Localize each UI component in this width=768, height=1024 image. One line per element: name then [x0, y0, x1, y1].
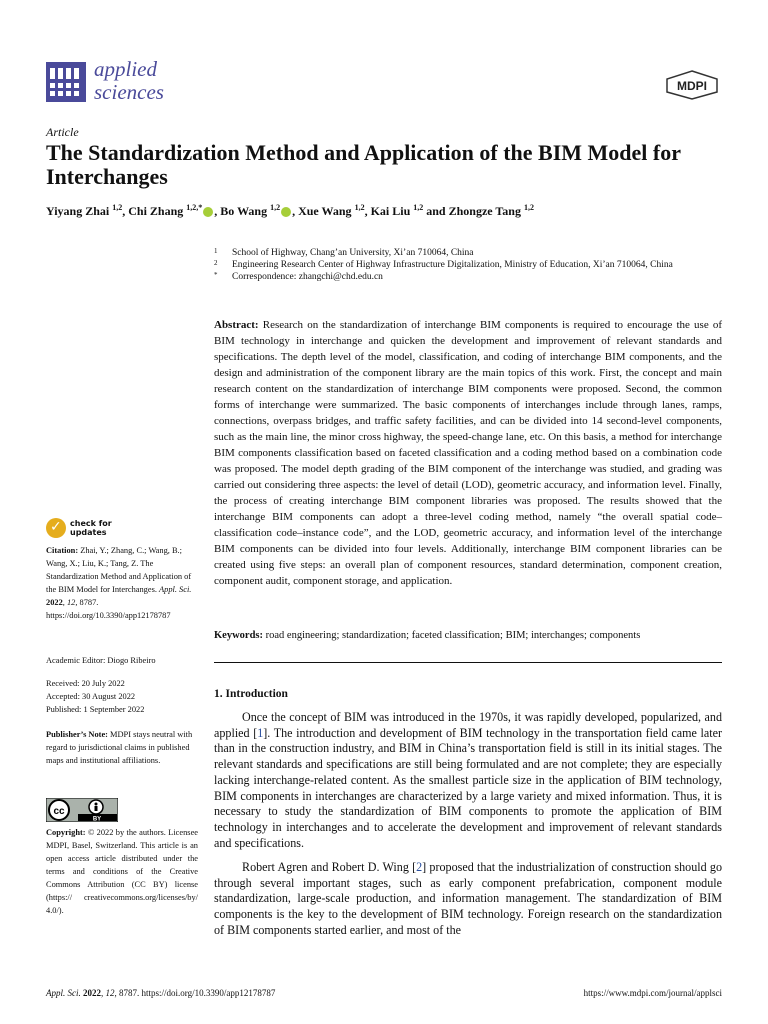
check-updates-label: check for updates [70, 519, 112, 537]
cc-by-license-icon[interactable] [46, 798, 118, 822]
author-list: Yiyang Zhai $^{1,2}$, Chi Zhang $^{1,2,*}$ , Bo Wang $^{1,2}$ , Xue Wang $^{1,2}$, Kai Liu $^{1,2}$ and Zhongze Tang $^{1,2}$ [46, 203, 534, 218]
citation-text: Zhai, Y.; Zhang, C.; Wang, B.; Wang, X.; Liu, K.; Tang, Z. The Standardization Method and Application of the BIM Model for Interchanges. [46, 546, 192, 594]
author-name[interactable]: Yiyang Zhai [46, 204, 110, 218]
publisher-note-label: Publisher’s Note: [46, 730, 108, 739]
citation-year: 2022 [46, 598, 63, 607]
author-affiliation-mark: 1,2 [523, 203, 534, 212]
keywords-text: road engineering; standardization; faceted classification; BIM; interchanges; components [265, 630, 641, 641]
academic-editor: Academic Editor: Diogo Ribeiro [46, 656, 156, 665]
abstract-text: Research on the standardization of interchange BIM components is required to encourage the use of BIM technology in interchange and quicken the development and improvement of relevant standards and specifications. The depth level of the model, classification, and coding of interchange BIM components, and the design and administration of the component library are the main topics of this work. First, the concept and main research content on the standardization of interchange BIM components were proposed. Second, the common forms of interchange were summarized. The basic components of interchanges include through lanes, ramps, connections, overpass bridges, and traffic safety facilities, and can be divided into 14 second-level components, such as the main line, the minor cross highway, the speed-change lane, etc. On this basis, a method for interchange BIM components classification based on faceted classification and a coding method based on a combination code was proposed. The model depth grading of the BIM component of the interchange was studied, and grading was carried out considering three aspects: the level of detail (LOD), geometric accuracy, and information level. Finally, the process of creating interchange BIM component libraries was proposed. The results showed that the interchange BIM components can adopt a three-level coding method, namely “the overall spatial code–classification code–instance code”, and the LOD, geometric accuracy, and information level of the interchange BIM components can be divided into four levels. Additionally, interchange BIM component libraries can be created using five steps: an overall plan of component resources, standard determination, component creation, component audit, component storage, and application. [214, 319, 722, 587]
footer-journal: Appl. Sci. [46, 988, 81, 998]
received-date: Received: 20 July 2022 [46, 679, 125, 688]
citation-doi[interactable]: , 8787. https://doi.org/10.3390/app12178787 [46, 598, 171, 620]
affiliation-mark: * [214, 271, 218, 279]
affiliation-text: Engineering Research Center of Highway Infrastructure Digitalization, Ministry of Education, Xi’an 710064, China [232, 260, 673, 270]
author-name[interactable]: Bo Wang [220, 204, 268, 218]
body-paragraph: Robert Agren and Robert D. Wing [2] proposed that the industrialization of construction should go through several important stages, such as early component prefabrication, component module standardization, large-scale production, and information management. The standardization of BIM components is the key to the development of BIM technology. Foreign research on the standardization of BIM components started earlier, and most of the [214, 860, 722, 937]
svg-text:BY: BY [92, 816, 102, 822]
citation-block: Citation: Zhai, Y.; Zhang, C.; Wang, B.; Wang, X.; Liu, K.; Tang, Z. The Standardization Method and Application of the BIM Model for Interchanges. Appl. Sci. 2022, 12, 8787. https://doi.org/10.3390/app12178787 [46, 546, 192, 620]
author-affiliation-mark: 1,2 [354, 203, 365, 212]
mdpi-logo [665, 70, 719, 100]
author-affiliation-mark: 1,2 [112, 203, 123, 212]
journal-name-line1: applied [94, 57, 157, 81]
section-divider [214, 662, 722, 663]
copyright-label: Copyright: [46, 828, 86, 837]
author-affiliation-mark: 1,2,* [186, 203, 203, 212]
footer-journal-url[interactable]: https://www.mdpi.com/journal/applsci [583, 988, 722, 998]
author-name[interactable]: Zhongze Tang [448, 204, 521, 218]
author-name[interactable]: Xue Wang [298, 204, 352, 218]
section-heading: 1. Introduction [214, 688, 288, 700]
orcid-icon[interactable] [281, 207, 291, 217]
journal-name-line2: sciences [94, 80, 164, 104]
publisher-note [46, 728, 198, 767]
affiliation-mark: 1 [214, 247, 218, 255]
published-date: Published: 1 September 2022 [46, 705, 145, 714]
reference-link[interactable]: 1 [257, 725, 264, 740]
author-affiliation-mark: 1,2 [270, 203, 281, 212]
correspondence-text[interactable]: Correspondence: zhangchi@chd.edu.cn [232, 272, 383, 282]
affiliation-mark: 2 [214, 259, 218, 267]
keywords [214, 628, 722, 643]
accepted-date: Accepted: 30 August 2022 [46, 692, 136, 701]
affiliation-item [214, 259, 694, 271]
publisher-note-text: MDPI stays neutral with regard to jurisdictional claims in published maps and institutional affiliations. [46, 730, 193, 765]
publication-dates [46, 677, 198, 716]
reference-link[interactable]: 2 [416, 860, 423, 874]
citation-journal: Appl. Sci. [159, 585, 192, 594]
author-name[interactable]: Kai Liu [370, 204, 411, 218]
footer-year: 2022 [83, 988, 101, 998]
footer-doi[interactable]: , 8787. https://doi.org/10.3390/app12178787 [114, 988, 276, 998]
affiliation-item [214, 271, 694, 283]
affiliation-item [214, 247, 694, 259]
article-type: Article [46, 125, 79, 139]
journal-logo [46, 62, 86, 102]
affiliations [214, 247, 694, 283]
affiliation-text: School of Highway, Chang’an University, Xi’an 710064, China [232, 248, 474, 258]
check-for-updates-badge[interactable] [46, 518, 136, 540]
check-icon: ✓ [46, 518, 66, 538]
author-name[interactable]: Chi Zhang [128, 204, 184, 218]
copyright-notice [46, 826, 198, 917]
svg-text:cc: cc [53, 806, 65, 817]
abstract-label: Abstract: [214, 319, 259, 331]
orcid-icon[interactable] [203, 207, 213, 217]
article-title: The Standardization Method and Application of the BIM Model for Interchanges [46, 140, 681, 189]
mdpi-logo-text: MDPI [677, 79, 707, 93]
journal-name [94, 58, 164, 104]
footer-citation: Appl. Sci. 2022, 12, 8787. https://doi.org/10.3390/app12178787 [46, 988, 276, 998]
author-affiliation-mark: 1,2 [413, 203, 424, 212]
abstract [214, 317, 722, 589]
citation-volume: 12 [66, 598, 76, 607]
copyright-text: © 2022 by the authors. Licensee MDPI, Basel, Switzerland. This article is an open access article distributed under the terms and conditions of the Creative Commons Attribution (CC BY) license (https:// creativecommons.org/licenses/by/ 4.0/). [46, 828, 198, 915]
body-paragraph: Once the concept of BIM was introduced in the 1970s, it was rapidly developed, popularized, and applied [1]. The introduction and development of BIM technology in the transportation field came later than in the construction industry, and BIM in China’s transportation field is still in its initial stages. The relevant standards and specifications are still being formulated and are not complete; they are especially lacking interchange-related content. As the smallest particle size in the application of BIM technology, BIM components in interchanges are characterized by a large variety and mixed information. Thus, it is necessary to study the standardization of BIM components to promote the application of BIM technology in interchanges and to accelerate the development and improvement of relevant standards and specifications. [214, 710, 722, 850]
keywords-label: Keywords: [214, 630, 263, 641]
citation-label: Citation: [46, 546, 79, 555]
footer-volume: 12 [105, 988, 115, 998]
